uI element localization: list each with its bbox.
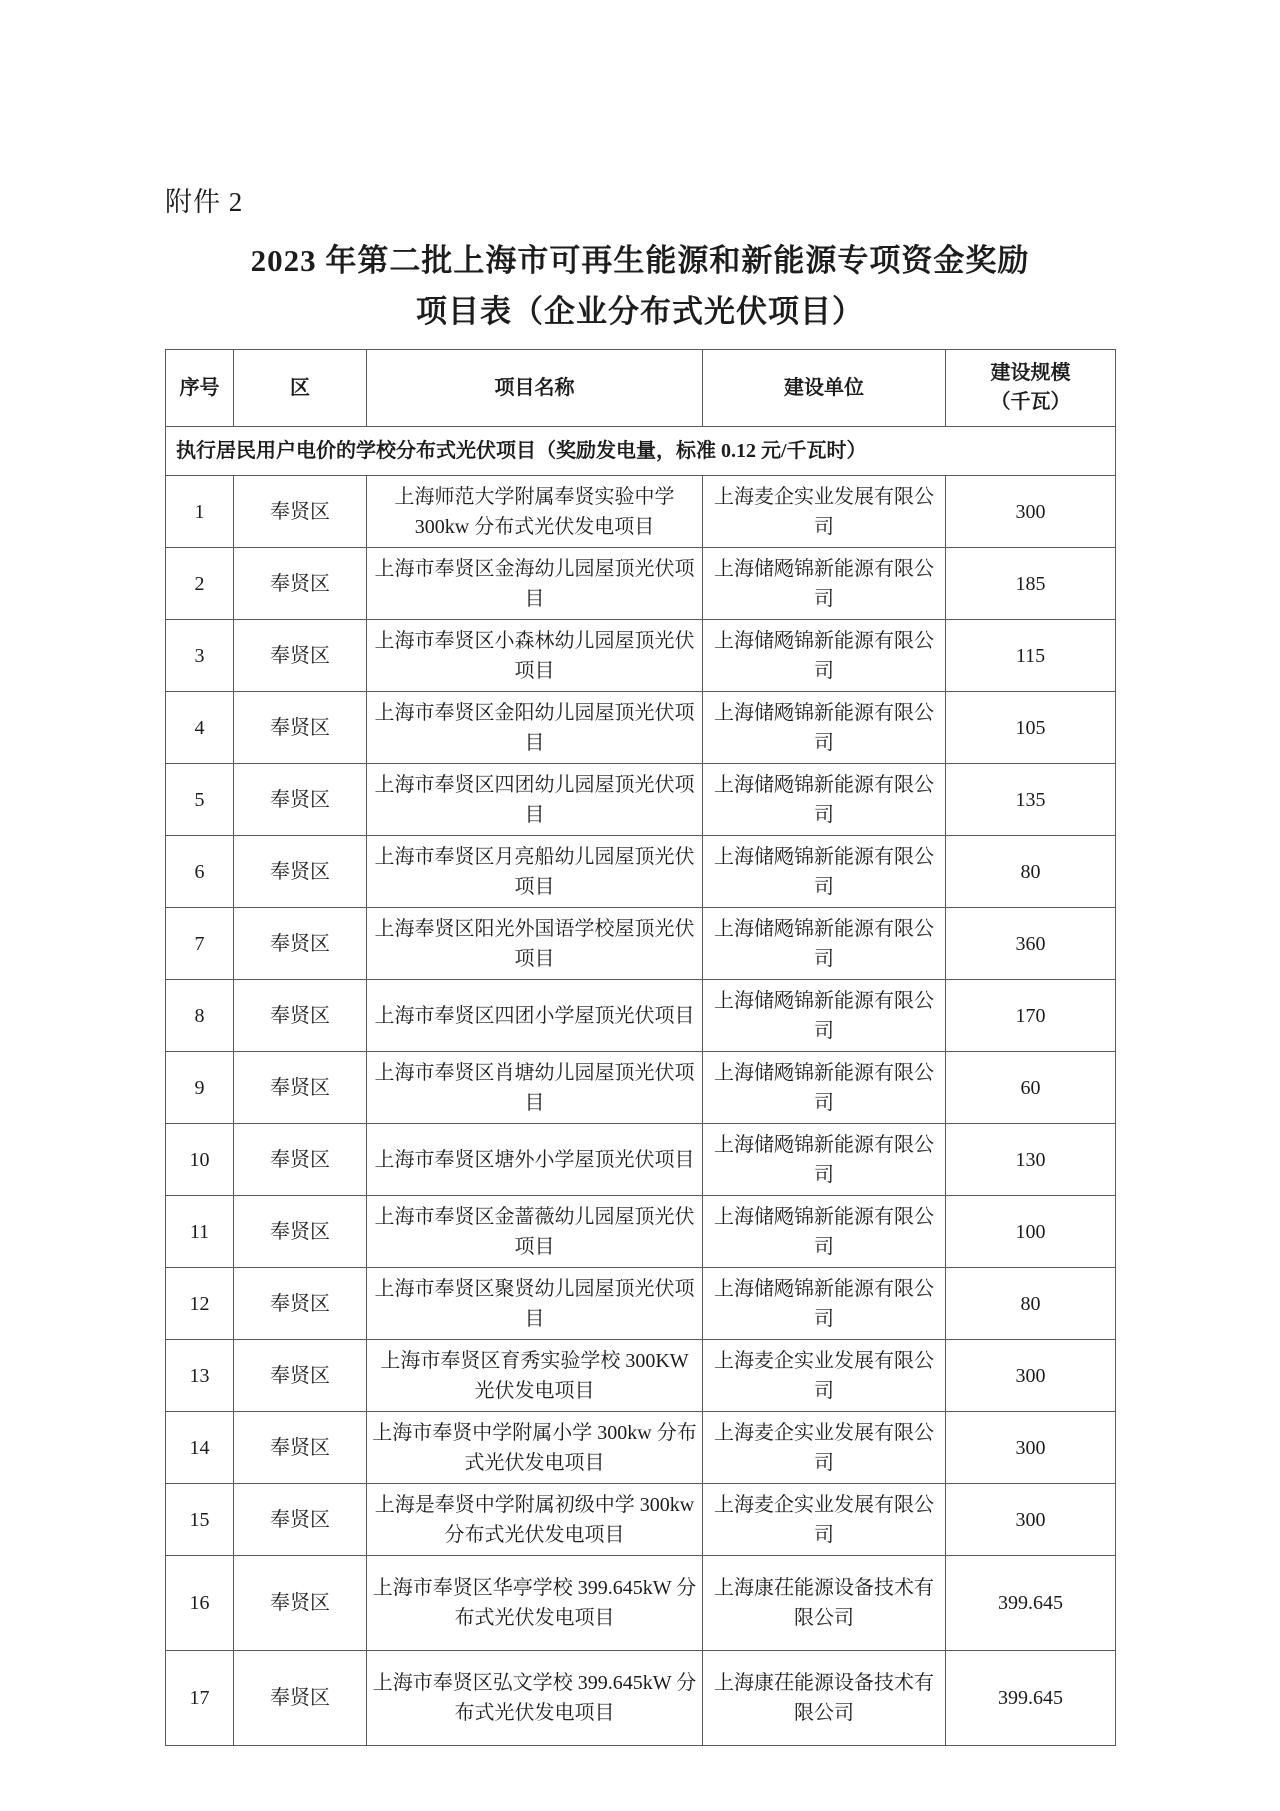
cell-project: 上海市奉贤区肖塘幼儿园屋顶光伏项目 (367, 1052, 703, 1124)
cell-capacity: 100 (946, 1196, 1116, 1268)
cell-district: 奉贤区 (234, 980, 367, 1052)
cell-project: 上海市奉贤区四团幼儿园屋顶光伏项目 (367, 764, 703, 836)
cell-capacity: 399.645 (946, 1556, 1116, 1651)
title-line-1: 2023 年第二批上海市可再生能源和新能源专项资金奖励 (250, 243, 1030, 278)
cell-district: 奉贤区 (234, 1196, 367, 1268)
cell-seq: 1 (166, 476, 234, 548)
cell-seq: 4 (166, 692, 234, 764)
table-row (166, 1124, 1116, 1196)
cell-district: 奉贤区 (234, 1412, 367, 1484)
cell-seq: 17 (166, 1651, 234, 1746)
cell-project: 上海师范大学附属奉贤实验中学 300kw 分布式光伏发电项目 (367, 476, 703, 548)
cell-project: 上海市奉贤区月亮船幼儿园屋顶光伏项目 (367, 836, 703, 908)
cell-company: 上海储飏锦新能源有限公司 (703, 764, 946, 836)
table-row (166, 1556, 1116, 1651)
cell-district: 奉贤区 (234, 1124, 367, 1196)
cell-project: 上海市奉贤区四团小学屋顶光伏项目 (367, 980, 703, 1052)
cell-district: 奉贤区 (234, 1340, 367, 1412)
cell-company: 上海麦企实业发展有限公司 (703, 1484, 946, 1556)
cell-project: 上海市奉贤区聚贤幼儿园屋顶光伏项目 (367, 1268, 703, 1340)
cell-seq: 11 (166, 1196, 234, 1268)
section-text-suffix: 元/千瓦时） (756, 440, 867, 463)
cell-company: 上海储飏锦新能源有限公司 (703, 1268, 946, 1340)
cell-capacity: 300 (946, 1484, 1116, 1556)
cell-district: 奉贤区 (234, 1484, 367, 1556)
cell-project: 上海奉贤区阳光外国语学校屋顶光伏项目 (367, 908, 703, 980)
cell-project: 上海市奉贤区弘文学校 399.645kW 分布式光伏发电项目 (367, 1651, 703, 1746)
cell-capacity: 105 (946, 692, 1116, 764)
cell-capacity: 170 (946, 980, 1116, 1052)
cell-company: 上海储飏锦新能源有限公司 (703, 980, 946, 1052)
cell-company: 上海储飏锦新能源有限公司 (703, 692, 946, 764)
section-row (166, 427, 1116, 476)
cell-seq: 15 (166, 1484, 234, 1556)
cell-project: 上海市奉贤区华亭学校 399.645kW 分布式光伏发电项目 (367, 1556, 703, 1651)
cell-capacity: 80 (946, 836, 1116, 908)
cell-company: 上海麦企实业发展有限公司 (703, 1412, 946, 1484)
cell-capacity: 185 (946, 548, 1116, 620)
cell-seq: 9 (166, 1052, 234, 1124)
table-row (166, 1340, 1116, 1412)
cell-district: 奉贤区 (234, 1268, 367, 1340)
table-row (166, 692, 1116, 764)
cell-district: 奉贤区 (234, 548, 367, 620)
cell-district: 奉贤区 (234, 620, 367, 692)
cell-company: 上海麦企实业发展有限公司 (703, 1340, 946, 1412)
cell-project: 上海市奉贤区金海幼儿园屋顶光伏项目 (367, 548, 703, 620)
cell-capacity: 300 (946, 476, 1116, 548)
section-row-text (166, 427, 1116, 476)
cell-project: 上海市奉贤区塘外小学屋顶光伏项目 (367, 1124, 703, 1196)
table-row (166, 836, 1116, 908)
cell-seq: 14 (166, 1412, 234, 1484)
table-row (166, 1412, 1116, 1484)
cell-district: 奉贤区 (234, 836, 367, 908)
cell-company: 上海储飏锦新能源有限公司 (703, 1052, 946, 1124)
table-row (166, 980, 1116, 1052)
cell-seq: 5 (166, 764, 234, 836)
table-row (166, 476, 1116, 548)
title-line-2: 项目表（企业分布式光伏项目） (416, 294, 864, 330)
attachment-label: 附件 2 (165, 187, 244, 217)
cell-seq: 8 (166, 980, 234, 1052)
cell-seq: 13 (166, 1340, 234, 1412)
cell-capacity: 130 (946, 1124, 1116, 1196)
table-row (166, 1052, 1116, 1124)
cell-project: 上海是奉贤中学附属初级中学 300kw 分布式光伏发电项目 (367, 1484, 703, 1556)
cell-capacity: 360 (946, 908, 1116, 980)
table-row (166, 1268, 1116, 1340)
cell-seq: 10 (166, 1124, 234, 1196)
projects-table (165, 349, 1116, 1746)
cell-project: 上海市奉贤中学附属小学 300kw 分布式光伏发电项目 (367, 1412, 703, 1484)
col-header-company: 建设单位 (703, 350, 946, 427)
cell-seq: 6 (166, 836, 234, 908)
col-header-project: 项目名称 (367, 350, 703, 427)
table-row (166, 1484, 1116, 1556)
cell-capacity: 399.645 (946, 1651, 1116, 1746)
cell-seq: 7 (166, 908, 234, 980)
cell-company: 上海康茌能源设备技术有限公司 (703, 1651, 946, 1746)
col-header-capacity-line2: （千瓦） (990, 391, 1071, 414)
table-row (166, 620, 1116, 692)
document-title (165, 235, 1115, 337)
cell-company: 上海储飏锦新能源有限公司 (703, 1196, 946, 1268)
cell-district: 奉贤区 (234, 1651, 367, 1746)
cell-district: 奉贤区 (234, 476, 367, 548)
cell-district: 奉贤区 (234, 1052, 367, 1124)
col-header-capacity-line1: 建设规模 (990, 362, 1071, 385)
cell-capacity: 80 (946, 1268, 1116, 1340)
cell-seq: 2 (166, 548, 234, 620)
cell-company: 上海麦企实业发展有限公司 (703, 476, 946, 548)
cell-capacity: 60 (946, 1052, 1116, 1124)
cell-company: 上海康茌能源设备技术有限公司 (703, 1556, 946, 1651)
cell-capacity: 300 (946, 1340, 1116, 1412)
table-row (166, 1196, 1116, 1268)
section-standard-value: 0.12 (721, 440, 756, 463)
cell-seq: 3 (166, 620, 234, 692)
cell-company: 上海储飏锦新能源有限公司 (703, 548, 946, 620)
cell-project: 上海市奉贤区育秀实验学校 300KW 光伏发电项目 (367, 1340, 703, 1412)
cell-district: 奉贤区 (234, 908, 367, 980)
cell-project: 上海市奉贤区金阳幼儿园屋顶光伏项目 (367, 692, 703, 764)
cell-capacity: 135 (946, 764, 1116, 836)
table-row (166, 1651, 1116, 1746)
cell-company: 上海储飏锦新能源有限公司 (703, 620, 946, 692)
header-row (166, 350, 1116, 427)
cell-project: 上海市奉贤区金蔷薇幼儿园屋顶光伏项目 (367, 1196, 703, 1268)
cell-company: 上海储飏锦新能源有限公司 (703, 1124, 946, 1196)
table-row (166, 908, 1116, 980)
cell-capacity: 300 (946, 1412, 1116, 1484)
section-text-prefix: 执行居民用户电价的学校分布式光伏项目（奖励发电量，标准 (176, 440, 721, 463)
document-content (165, 180, 1115, 1746)
cell-capacity: 115 (946, 620, 1116, 692)
cell-district: 奉贤区 (234, 1556, 367, 1651)
cell-project: 上海市奉贤区小森林幼儿园屋顶光伏项目 (367, 620, 703, 692)
col-header-district: 区 (234, 350, 367, 427)
table-row (166, 548, 1116, 620)
cell-seq: 16 (166, 1556, 234, 1651)
table-row (166, 764, 1116, 836)
cell-company: 上海储飏锦新能源有限公司 (703, 908, 946, 980)
cell-company: 上海储飏锦新能源有限公司 (703, 836, 946, 908)
cell-district: 奉贤区 (234, 764, 367, 836)
col-header-seq: 序号 (166, 350, 234, 427)
cell-seq: 12 (166, 1268, 234, 1340)
cell-district: 奉贤区 (234, 692, 367, 764)
col-header-capacity (946, 350, 1116, 427)
